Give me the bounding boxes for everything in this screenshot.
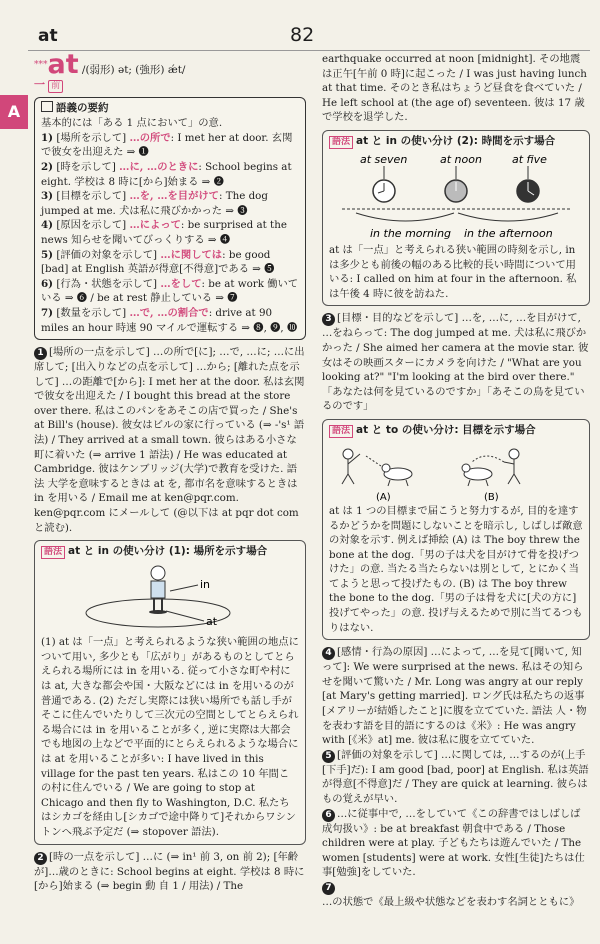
usage-box-text: at は 1 つの目標まで届こうと努力するが, 目的を達するかどうかを問題にしないことを暗示し, しばしば敵意の対象を示す. 例えば挿絵 (A) は The boy threw the bone at the dog.「男の子は犬を目がけて骨を投げつけた」の意. 当たる当たらないは別として, とにかく当てようと思って投げたもの. (B) は The boy threw the bone to the dog.「男の子は骨を犬に[犬の方に]投げてやった」の意. 投げ与えるためで別に当てるつもりはない. [329, 504, 583, 634]
summary-title: 語義の要約 [41, 101, 299, 116]
fig-label-morning: in the morning [370, 226, 452, 240]
sense-number-3: 3 [322, 313, 335, 326]
page-number: 82 [290, 24, 315, 46]
left-column [34, 49, 306, 894]
sense-7: 7…の状態で《最上級や状態などを表わす名詞とともに》 [322, 882, 580, 908]
sense-number-1: 1 [34, 347, 47, 360]
sense-number-4: 4 [322, 647, 335, 660]
sense-3: 3 [目標・目的などを示して] …を, …に, …を目がけて, …をねらって: The dog jumped at me. 犬は私に飛びかかった / She aimed her camera at the movie star. 彼女はその映画スターにカメラを向けた / "What are you looking at?" "I'm looking at the bird over there." 「あなたは何を見ているのですか」「あそこの鳥を見ているのです」 [322, 312, 589, 413]
boy-dog-illustration [336, 440, 576, 502]
sense-4: 4 [感情・行為の原因] …によって, …を見て[聞いて, 知って]: We were surprised at the news. 私はその知らせを聞いて驚いた / Mr. Long was angry at our reply [at Mary's getting married]. ロング氏は私たちの返事[メアリーが結婚したこと]に腹を立てていた. 語法 人・物を表わす語を目的語にするのは《米》: He was angry with [《米》at] me. 彼は私に腹を立てていた. [322, 646, 587, 747]
sense-5: 5 [評価の対象を示して] …に関しては, …するのが(上手[下手]だ): I am good [bad, poor] at English. 私は英語が得意[不得意]だ / They are quick at learning. 彼らはもの覚えが早い. [322, 748, 589, 805]
frequency-stars: *** [34, 60, 48, 70]
summary-box [34, 97, 306, 341]
sense-2-continued: earthquake occurred at noon [midnight]. その地震は正午[午前 0 時]に起こった / I was just having lunch at that time. そのとき私はちょうど昼食を食べていた / He left school at (the age of) seventeen. 彼は 17 歳で学校を退学した. [322, 53, 587, 124]
summary-item: 7) [数量を示して] …で, …の割合で: drive at 90 miles an hour 時速 90 マイルで運転する ⇒ ❽, ❾, ❿ [41, 306, 298, 334]
sense-number-5: 5 [322, 750, 335, 763]
running-head-word: at [38, 26, 58, 46]
pos-label: 前 [48, 80, 63, 93]
fig-label-a: (A) [376, 491, 391, 502]
usage-box-target [322, 419, 590, 640]
sense-6: 6 …に従事中で, …をしていて《この辞書ではしばしば成句扱い》: be at breakfast 朝食中である / Those children were at play. 子どもたちは遊んでいた / The women [students] were at work. 女性[生徒]たちは仕事[勉強]をしていた. [322, 807, 585, 879]
headword: at [47, 49, 79, 80]
summary-intro: 基本的には「ある 1 点において」の意. [41, 117, 223, 130]
sense-number-2: 2 [34, 852, 47, 865]
fig-label-seven: at seven [360, 152, 408, 166]
sense-1: 1 [場所の一点を示して] …の所で[に]; …で, …に; …に出席して; [出入りなどの点を示して] …から; [離れた点を示して] …の距離で[から]: I met her at the door. 私は玄関で彼女を出迎えた / I bought this bread at the store over there. 私はこのパンをあそこの店で買った / She's at Bill's (house). 彼女はビルの家に行っている (⇒ -'s¹ 語法) / They arrived at a small town. 彼らはある小さな町に着いた (⇒ arrive 1 語法) / He was educated at Cambridge. 彼はケンブリッジ(大学)で教育を受けた. 語法 大学を意味するときは at を, 都市名を意味するときは in を用いる / Email me at ken@pqr.com. ken@pqr.com にメールして (@以下は at pqr dot com と読む). [34, 346, 305, 534]
pronunciation: /(弱形) ət; (強形) ǽt/ [81, 64, 186, 76]
usage-box-text: (1) at は「一点」と考えられるような狭い範囲の地点について用い, 多少とも「広がり」があるものとしてとらえられる場所には in を用いる. 従って小さな町や村には at, 大きな都会や国・大阪などには in を用いるのが普通である. (2) ただし実際には狭い場所でも話し手がそこに住んでいたりして三次元の空間としてとらえられる場合には in を用いることが多く, 逆に実際は大都会でも地図の上などで平面的にとらえられるような場合には at を用いることが多い: I have lived in this village for the past ten years. 私はこの 10 年間この村に住んでいる / We are going to stop at Chicago and then fly to Washington, D.C. 私たちはシカゴを経由し[シカゴで途中降りて]それからワシントンへ飛ぶ予定だ (⇒ stopover 語法). [41, 636, 299, 838]
summary-item: 6) [行為・状態を示して] …をして: be at work 働いている ⇒ ❻ / be at rest 静止している ⇒ ❼ [41, 277, 299, 305]
summary-item: 1) [場所を示して] …の所で: I met her at door. 玄関で彼女を出迎えた ⇒ ❶ [41, 131, 293, 159]
summary-item: 5) [評価の対象を示して] …に関しては: be good [bad] at English 英語が得意[不得意]である ⇒ ❺ [41, 248, 275, 276]
fig-label-b: (B) [484, 491, 499, 502]
right-column [322, 52, 590, 910]
fig-label-afternoon: in the afternoon [464, 226, 553, 240]
sense-number-6: 6 [322, 809, 335, 822]
fig-label-in: in [200, 578, 211, 592]
fig-label-five: at five [512, 152, 547, 166]
clock-timeline-illustration [336, 151, 576, 241]
person-in-circle-illustration [70, 561, 270, 633]
usage-box-text: at は「一点」と考えられる狭い範囲の時刻を示し, in は多少とも前後の幅のある比較的長い時間について用いる: I called on him at four in the afternoon. 私は午後 4 時に彼を訪ねた. [329, 243, 577, 300]
book-icon [41, 101, 53, 112]
entry-head [34, 49, 306, 80]
letter-index-tab: A [0, 95, 28, 129]
sense-2: 2 [時の一点を示して] …に (⇒ in¹ 前 3, on 前 2); [年齢が]…歳のときに: School begins at eight. 学校は 8 時に[から]始まる (⇒ begin 動 自 1 / 用法) / The [34, 850, 305, 893]
sense-number-7: 7 [322, 882, 335, 895]
usage-box-place [34, 540, 306, 844]
summary-item: 2) [時を示して] …に, …のときに: School begins at eight. 学校は 8 時に[から]始まる ⇒ ❷ [41, 160, 292, 188]
summary-item: 3) [目標を示して] …を, …を目がけて: The dog jumped at me. 犬は私に飛びかかった ⇒ ❸ [41, 190, 268, 217]
usage-box-time [322, 130, 590, 306]
header-rule [28, 50, 590, 51]
usage-box-title: 語法 at と in の使い分け (2): 時間を示す場合 [329, 134, 583, 149]
pos-dash: 一 [34, 77, 45, 91]
usage-box-title: 語法 at と in の使い分け (1): 場所を示す場合 [41, 544, 299, 559]
fig-label-noon: at noon [440, 152, 482, 166]
summary-item: 4) [原因を示して] …によって: be surprised at the news 知らせを聞いてびっくりする ⇒ ❹ [41, 219, 287, 246]
fig-label-at: at [206, 615, 218, 629]
usage-box-title: 語法 at と to の使い分け: 目標を示す場合 [329, 423, 583, 438]
